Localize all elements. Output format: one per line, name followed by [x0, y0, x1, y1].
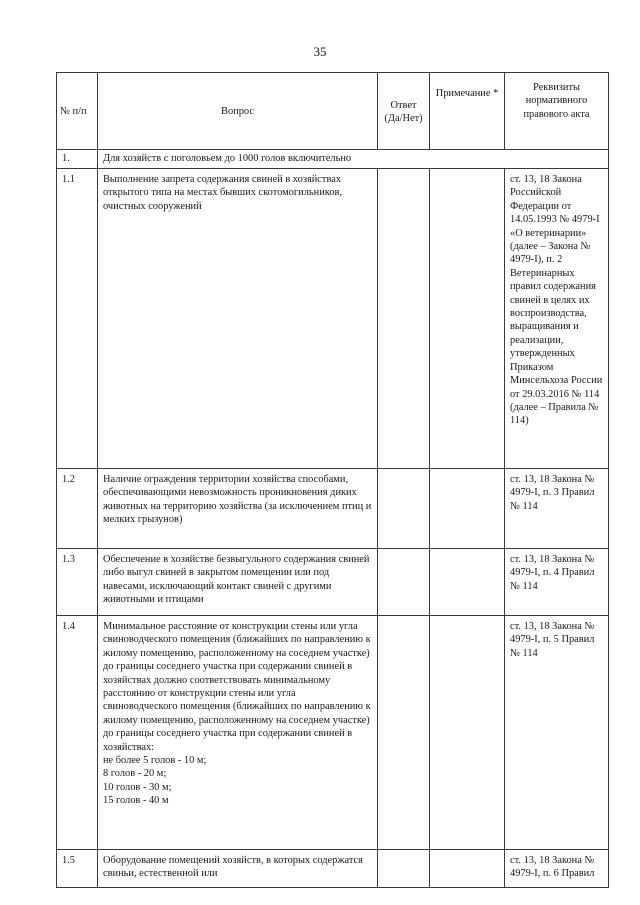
row-num: 1.5 [57, 850, 98, 888]
row-note[interactable] [430, 549, 505, 616]
header-note: Примечание * [430, 73, 505, 150]
row-question: Наличие ограждения территории хозяйства способами, обеспечивающими невозможность проникновения диких животных на территорию хозяйства (за исключением птиц и мелких грызунов) [98, 469, 378, 549]
table-row [57, 469, 609, 549]
checklist-table [56, 72, 609, 888]
row-num: 1.2 [57, 469, 98, 549]
row-num: 1.3 [57, 549, 98, 616]
row-reference: ст. 13, 18 Закона № 4979-I, п. 6 Правил [505, 850, 609, 888]
table-row [57, 616, 609, 850]
row-answer[interactable] [378, 169, 430, 469]
header-reference: Реквизиты нормативного правового акта [505, 73, 609, 150]
row-answer[interactable] [378, 469, 430, 549]
table-row [57, 169, 609, 469]
row-reference: ст. 13, 18 Закона Российской Федерации от 14.05.1993 № 4979-I «О ветеринарии» (далее – Закона № 4979-I), п. 2 Ветеринарных правил содержания свиней в целях их воспроизводства, выращивания и реализации, утвержденных Приказом Минсельхоза России от 29.03.2016 № 114 (далее – Правила № 114) [505, 169, 609, 469]
row-question: Обеспечение в хозяйстве безвыгульного содержания свиней либо выгул свиней в закрытом помещении или под навесами, исключающий контакт свиней с другими животными и птицами [98, 549, 378, 616]
header-question: Вопрос [98, 73, 378, 150]
page-number: 35 [313, 44, 327, 59]
table-row [57, 549, 609, 616]
row-answer[interactable] [378, 549, 430, 616]
row-note[interactable] [430, 169, 505, 469]
row-reference: ст. 13, 18 Закона № 4979-I, п. 4 Правил № 114 [505, 549, 609, 616]
row-note[interactable] [430, 850, 505, 888]
header-answer: Ответ (Да/Нет) [378, 73, 430, 150]
table-row [57, 850, 609, 888]
row-num: 1.1 [57, 169, 98, 469]
header-num: № п/п [57, 73, 98, 150]
row-answer[interactable] [378, 616, 430, 850]
row-question: Минимальное расстояние от конструкции стены или угла свиноводческого помещения (ближайших по направлению к жилому помещению, расположенному на соседнем участке) до границы соседнего участка при содержании свиней в хозяйствах должно соответствовать минимальному расстоянию от конструкции стены или угла свиноводческого помещения (ближайших по направлению к жилому помещению, расположенному на соседнем участке) до границы соседнего участка при содержании свиней в хозяйствах: не более 5 голов - 10 м; 8 голов - 20 м; 10 голов - 30 м; 15 голов - 40 м [98, 616, 378, 850]
row-reference: ст. 13, 18 Закона № 4979-I, п. 3 Правил № 114 [505, 469, 609, 549]
row-answer[interactable] [378, 850, 430, 888]
row-question: Оборудование помещений хозяйств, в которых содержатся свиньи, естественной или [98, 850, 378, 888]
row-note[interactable] [430, 616, 505, 850]
row-question: Выполнение запрета содержания свиней в хозяйствах открытого типа на местах бывших скотомогильников, очистных сооружений [98, 169, 378, 469]
section-title: Для хозяйств с поголовьем до 1000 голов включительно [98, 150, 609, 169]
row-num: 1.4 [57, 616, 98, 850]
row-note[interactable] [430, 469, 505, 549]
row-reference: ст. 13, 18 Закона № 4979-I, п. 5 Правил № 114 [505, 616, 609, 850]
table-header-row [57, 73, 609, 150]
section-num: 1. [57, 150, 98, 169]
section-row [57, 150, 609, 169]
